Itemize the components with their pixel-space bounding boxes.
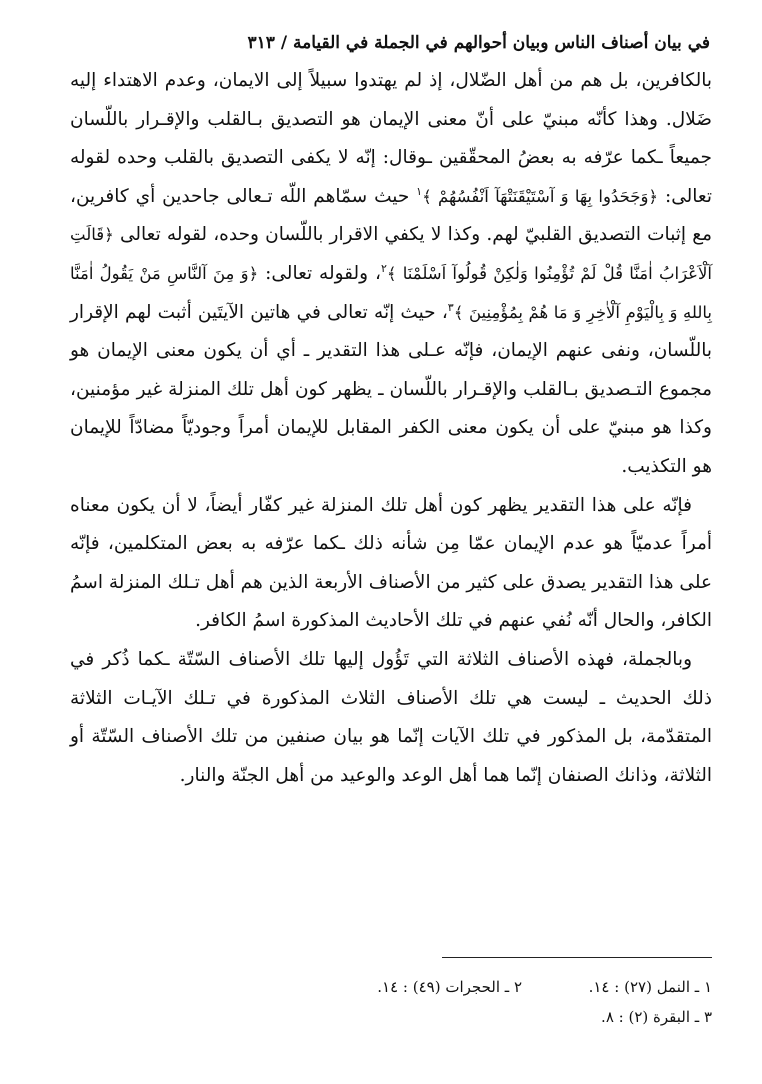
paragraph-1-text-3: ، ولقوله تعالى: [258, 262, 381, 284]
footnote-row-2 [220, 1002, 712, 1032]
footnote-separator [442, 957, 712, 958]
footnote-ref-2: ٢ [380, 261, 387, 275]
running-header [60, 26, 710, 60]
footnote-ref-3: ٣ [447, 300, 454, 314]
paragraph-3: وبالجملة، فهذه الأصناف الثلاثة التي تَؤُول إليها تلك الأصناف السّتّة ـكما ذُكر في ذلك الحديث ـ ليست هي تلك الأصناف الثلاث المذكورة في تـلك الآيـات الثلاثة المتقدّمة، بل المذكور في تلك الآيات إنّما هو بيان صنفين من تلك الأصناف السّتّة أو الثلاثة، وذانك الصنفان إنّما هما أهل الوعد والوعيد من أهل الجنّة والنار. [70, 648, 712, 786]
quran-verse-1: ﴿وَجَحَدُوا بِهَا وَ آسْتَيْقَنَتْهَآ اَنْفُسُهُمْ ﴾ [422, 186, 659, 206]
footnote-3: ٣ ـ البقرة (٢) : ٨. [601, 1008, 712, 1026]
paragraph-1-text-2: حيث سمّاهم اللّه تـعالى جاحدين أي كافرين، مع إثبات التصديق القلبيّ لهم. وكذا لا يكفي الاقرار باللّسان وحده، لقوله تعالى [70, 185, 712, 246]
paragraph-1-text-4: ، حيث إنّه تعالى في هاتين الآيتَين أثبت لهم الإقرار باللّسان، ونفى عنهم الإيمان، فإنّه عـلى هذا التقدير ـ أي أن يكون معنى الإيمان هو مجموع التـصديق بـالقلب والإقـرار باللّسان ـ يظهر كون أهل تلك المنزلة غير مؤمنين، وكذا هو مبنيّ على أن يكون معنى الكفر المقابل للإيمان أمراً وجوديّاً مضادّاً للإيمان هو التكذيب. [70, 301, 712, 477]
footnote-1: ١ ـ النمل (٢٧) : ١٤. [588, 978, 712, 996]
footnote-2: ٢ ـ الحجرات (٤٩) : ١٤. [377, 978, 522, 996]
paragraph-2: فإنّه على هذا التقدير يظهر كون أهل تلك المنزلة غير كفّار أيضاً، لا أن يكون معناه أمراً عدميّاً هو عدم الإيمان عمّا مِن شأنه ذلك ـكما عرّفه به بعض المتكلمين، فإنّه على هذا التقدير يصدق على كثير من الأصناف الأربعة الذين هم أهل تـلك المنزلة اسمُ الكافر، والحال أنّه نُفي عنهم في تلك الأحاديث المذكورة اسمُ الكافر. [70, 494, 712, 632]
body-text [70, 62, 712, 795]
header-title: في بيان أصناف الناس وبيان أحوالهم في الجملة في القيامة / ٣١٣ [247, 33, 710, 53]
footnote-row-1 [220, 972, 712, 1002]
quran-verse-3: ﴿وَ مِنَ آلنَّاسِ مَنْ يَقُولُ اٰمَنَّا بِاللهِ وَ بِالْيَوْمِ آلْاٰخِرِ وَ مَا هُمْ بِمُؤْمِنِينَ ﴾ [70, 263, 712, 322]
quran-verse-2: ﴿قَالَتِ آلْاَعْرَابُ اٰمَنَّا قُلْ لَمْ تُؤْمِنُوا وَلٰكِنْ قُولُوآ اَسْلَمْنَا ﴾ [70, 225, 713, 283]
paragraph-1-text: بالكافرين، بل هم من أهل الضّلال، إذ لم يهتدوا سبيلاً إلى الايمان، وعدم الاهتداء إليه ضَلال. وهذا كأنّه مبنيّ على أنّ معنى الإيمان هو التصديق بـالقلب والإقـرار باللّسان جميعاً ـكما عرّفه به بعضُ المحقّقين ـوقال: إنّه لا يكفى التصديق بالقلب وحده لقوله تعالى: [70, 70, 712, 207]
footnote-ref-1: ١ [416, 184, 423, 198]
paragraph-1 [70, 62, 712, 487]
footnotes [220, 972, 712, 1032]
